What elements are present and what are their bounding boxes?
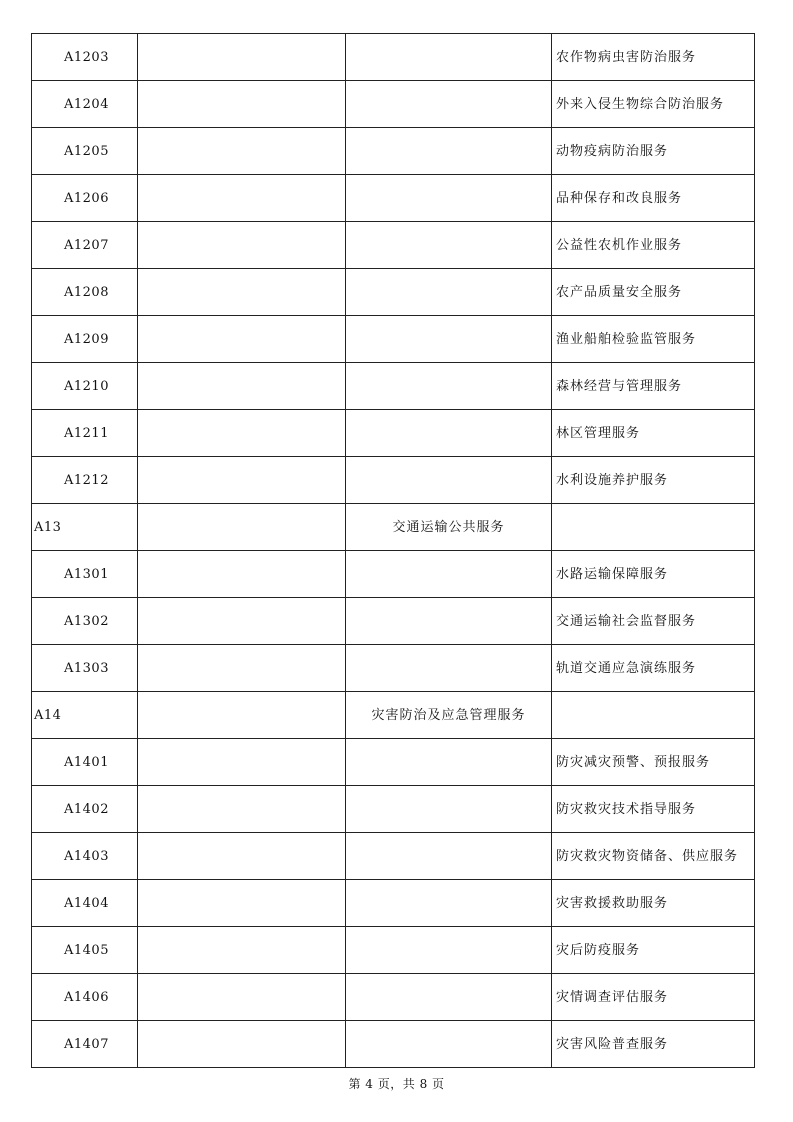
empty-cell — [138, 363, 346, 410]
empty-cell — [138, 786, 346, 833]
service-name-cell: 品种保存和改良服务 — [552, 175, 755, 222]
service-name-cell: 防灾救灾物资储备、供应服务 — [552, 833, 755, 880]
empty-cell — [138, 316, 346, 363]
code-cell: A1207 — [32, 222, 138, 269]
code-cell: A1206 — [32, 175, 138, 222]
table-row — [32, 786, 755, 833]
service-name-cell: 灾害风险普查服务 — [552, 1021, 755, 1068]
empty-cell — [138, 739, 346, 786]
table-row — [32, 645, 755, 692]
empty-cell — [138, 1021, 346, 1068]
empty-cell — [346, 880, 552, 927]
service-name-cell: 水路运输保障服务 — [552, 551, 755, 598]
empty-cell — [346, 81, 552, 128]
empty-cell — [346, 269, 552, 316]
code-cell: A1407 — [32, 1021, 138, 1068]
code-cell: A1204 — [32, 81, 138, 128]
service-name-cell: 灾情调查评估服务 — [552, 974, 755, 1021]
code-cell: A14 — [32, 692, 138, 739]
code-cell: A1205 — [32, 128, 138, 175]
code-cell: A1402 — [32, 786, 138, 833]
table-row — [32, 81, 755, 128]
table-row — [32, 1021, 755, 1068]
table-row — [32, 128, 755, 175]
code-cell: A1406 — [32, 974, 138, 1021]
table-row — [32, 316, 755, 363]
empty-cell — [138, 34, 346, 81]
code-cell: A1212 — [32, 457, 138, 504]
empty-cell — [138, 645, 346, 692]
empty-cell — [552, 692, 755, 739]
empty-cell — [138, 927, 346, 974]
service-name-cell: 森林经营与管理服务 — [552, 363, 755, 410]
empty-cell — [138, 880, 346, 927]
table-row — [32, 880, 755, 927]
empty-cell — [346, 974, 552, 1021]
empty-cell — [346, 786, 552, 833]
table-row — [32, 222, 755, 269]
code-cell: A1302 — [32, 598, 138, 645]
table-row — [32, 34, 755, 81]
empty-cell — [346, 645, 552, 692]
table-row — [32, 598, 755, 645]
service-name-cell: 公益性农机作业服务 — [552, 222, 755, 269]
empty-cell — [346, 598, 552, 645]
table-row — [32, 551, 755, 598]
service-name-cell: 水利设施养护服务 — [552, 457, 755, 504]
empty-cell — [346, 739, 552, 786]
service-name-cell: 农产品质量安全服务 — [552, 269, 755, 316]
empty-cell — [138, 410, 346, 457]
code-cell: A1301 — [32, 551, 138, 598]
empty-cell — [138, 457, 346, 504]
empty-cell — [138, 504, 346, 551]
empty-cell — [138, 974, 346, 1021]
empty-cell — [346, 316, 552, 363]
empty-cell — [346, 363, 552, 410]
category-name-cell: 交通运输公共服务 — [346, 504, 552, 551]
code-cell: A1401 — [32, 739, 138, 786]
service-name-cell: 灾害救援救助服务 — [552, 880, 755, 927]
empty-cell — [346, 551, 552, 598]
empty-cell — [138, 833, 346, 880]
empty-cell — [346, 128, 552, 175]
empty-cell — [138, 598, 346, 645]
service-name-cell: 渔业船舶检验监管服务 — [552, 316, 755, 363]
table-row — [32, 927, 755, 974]
empty-cell — [346, 222, 552, 269]
code-cell: A1208 — [32, 269, 138, 316]
empty-cell — [346, 833, 552, 880]
table-row — [32, 410, 755, 457]
service-name-cell: 动物疫病防治服务 — [552, 128, 755, 175]
code-cell: A1209 — [32, 316, 138, 363]
empty-cell — [138, 269, 346, 316]
service-catalog-table — [31, 33, 755, 1068]
empty-cell — [138, 551, 346, 598]
table-row — [32, 269, 755, 316]
code-cell: A1404 — [32, 880, 138, 927]
code-cell: A1405 — [32, 927, 138, 974]
empty-cell — [138, 128, 346, 175]
table-row — [32, 363, 755, 410]
empty-cell — [346, 410, 552, 457]
empty-cell — [346, 927, 552, 974]
empty-cell — [346, 1021, 552, 1068]
empty-cell — [346, 175, 552, 222]
table-row — [32, 457, 755, 504]
table-row — [32, 974, 755, 1021]
empty-cell — [138, 81, 346, 128]
table-row — [32, 833, 755, 880]
category-row — [32, 692, 755, 739]
service-name-cell: 防灾减灾预警、预报服务 — [552, 739, 755, 786]
code-cell: A1211 — [32, 410, 138, 457]
page-footer: 第 4 页，共 8 页 — [348, 1077, 445, 1091]
service-name-cell: 轨道交通应急演练服务 — [552, 645, 755, 692]
code-cell: A1203 — [32, 34, 138, 81]
empty-cell — [138, 222, 346, 269]
code-cell: A1210 — [32, 363, 138, 410]
service-name-cell: 农作物病虫害防治服务 — [552, 34, 755, 81]
code-cell: A13 — [32, 504, 138, 551]
empty-cell — [346, 34, 552, 81]
category-row — [32, 504, 755, 551]
service-name-cell: 灾后防疫服务 — [552, 927, 755, 974]
category-name-cell: 灾害防治及应急管理服务 — [346, 692, 552, 739]
service-name-cell: 外来入侵生物综合防治服务 — [552, 81, 755, 128]
empty-cell — [138, 692, 346, 739]
service-name-cell: 防灾救灾技术指导服务 — [552, 786, 755, 833]
code-cell: A1303 — [32, 645, 138, 692]
empty-cell — [552, 504, 755, 551]
table-row — [32, 175, 755, 222]
service-name-cell: 交通运输社会监督服务 — [552, 598, 755, 645]
empty-cell — [138, 175, 346, 222]
empty-cell — [346, 457, 552, 504]
code-cell: A1403 — [32, 833, 138, 880]
service-name-cell: 林区管理服务 — [552, 410, 755, 457]
table-row — [32, 739, 755, 786]
